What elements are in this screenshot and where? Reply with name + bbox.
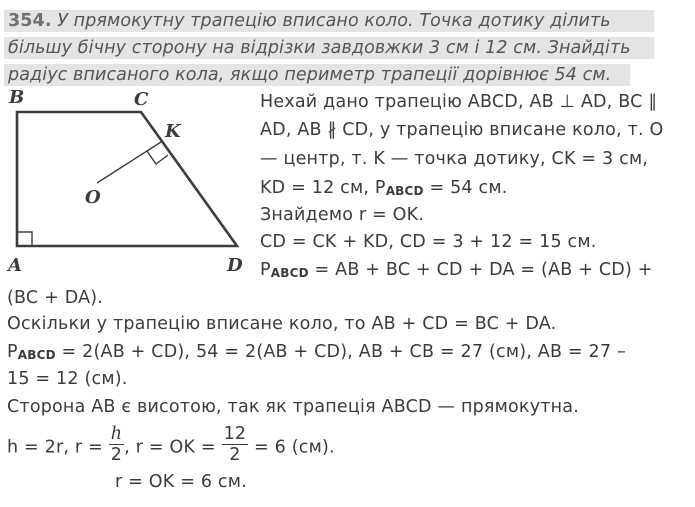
fraction-2-numerator: 12 (223, 424, 247, 444)
label-O: O (85, 187, 101, 208)
solution-line-2: AD, AB ∦ CD, у трапецію вписане коло, т. O (260, 120, 664, 140)
right-angle-a (17, 232, 32, 246)
solution-line-10 (7, 341, 626, 364)
subscript-abcd: ABCD (17, 348, 56, 362)
radius-ok (97, 142, 161, 183)
label-K: K (165, 121, 181, 142)
solution-line-1: Нехай дано трапецію ABCD, AB ⊥ AD, BC ∥ (260, 92, 658, 112)
solution-line-13-b: , r = OK = (124, 437, 222, 458)
solution-line-13-a: h = 2r, r = (7, 437, 109, 458)
solution-line-3: — центр, т. K — точка дотику, CK = 3 см, (260, 149, 649, 169)
solution-line-14: r = OK = 6 см. (115, 472, 247, 492)
fraction-h-over-2 (109, 424, 124, 465)
solution-line-10-p: P (7, 342, 18, 362)
solution-line-13-c: = 6 (см). (248, 437, 335, 458)
solution-line-5: Знайдемо r = OK. (260, 205, 425, 225)
problem-number: 354. (8, 11, 52, 31)
problem-text-1: У прямокутну трапецію вписано коло. Точка дотику ділить (57, 11, 611, 31)
solution-line-10-b: = 2(AB + CD), 54 = 2(AB + CD), AB + CB = 27 (см), AB = 27 – (55, 342, 626, 362)
fraction-12-over-2 (222, 424, 249, 465)
fraction-1-denominator: 2 (110, 445, 123, 465)
label-B: B (9, 87, 25, 108)
problem-line-2: більшу бічну сторону на відрізки завдовжки 3 см і 12 см. Знайдіть (8, 38, 631, 58)
solution-line-4-b: = 54 см. (423, 178, 508, 198)
solution-line-6: CD = CK + KD, CD = 3 + 12 = 15 см. (260, 232, 597, 252)
trapezoid-figure (0, 0, 260, 290)
label-C: C (134, 89, 149, 110)
label-A: A (8, 255, 22, 276)
subscript-abcd: ABCD (385, 184, 424, 198)
fraction-1-numerator: h (110, 424, 123, 444)
solution-line-8: (BC + DA). (7, 288, 104, 308)
subscript-abcd: ABCD (270, 266, 309, 280)
fraction-2-denominator: 2 (229, 445, 241, 465)
solution-line-13 (7, 424, 335, 468)
solution-line-9: Оскільки у трапецію вписане коло, то AB + CD = BC + DA. (7, 314, 557, 334)
solution-line-7 (260, 259, 653, 282)
label-D: D (227, 255, 243, 276)
trapezoid-outline (17, 112, 237, 246)
solution-line-7-b: = AB + BC + CD + DA = (AB + CD) + (308, 260, 653, 280)
right-angle-k (147, 151, 168, 164)
solution-line-11: 15 = 12 (см). (7, 369, 128, 389)
solution-line-7-p: P (260, 260, 271, 280)
solution-line-4 (260, 177, 508, 200)
solution-line-4-a: KD = 12 см, P (260, 178, 386, 198)
solution-line-12: Сторона AB є висотою, так як трапеція ABCD — прямокутна. (7, 397, 579, 417)
problem-line-3: радіус вписаного кола, якщо периметр трапеції дорівнює 54 см. (8, 65, 612, 85)
